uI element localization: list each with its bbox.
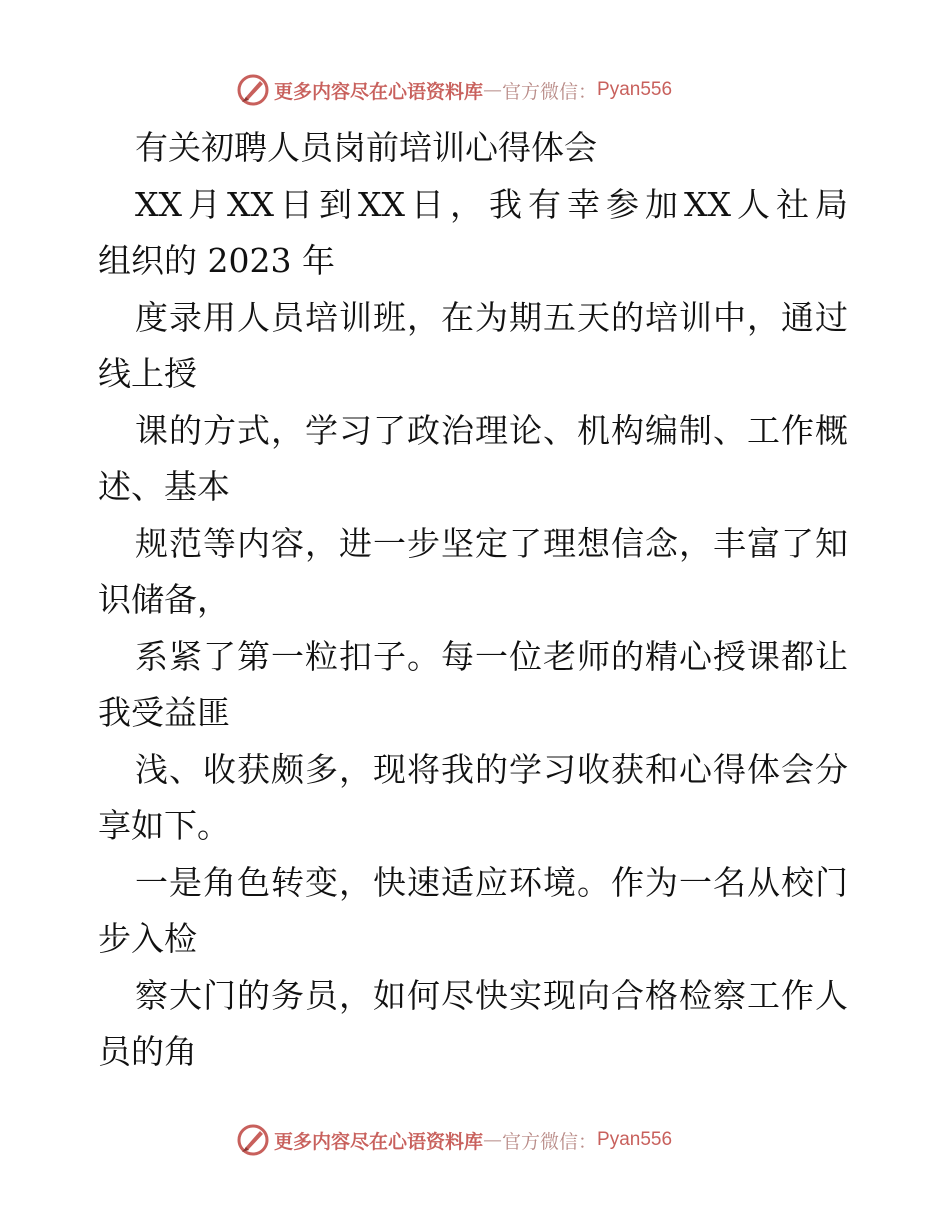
text-line: XX 月 XX 日 到 XX 日 ， 我 有 幸 参 加 XX 人 社 局	[135, 184, 848, 224]
quill-logo-icon	[236, 73, 270, 107]
text-line: 度 录 用 人 员 培 训 班 ， 在 为 期 五 天 的 培 训 中 ， 通 过	[135, 297, 848, 337]
watermark-dash: —	[483, 79, 503, 101]
text-line: 察 大 门 的 务 员 ， 如 何 尽 快 实 现 向 合 格 检 察 工 作 人	[135, 975, 848, 1015]
text-line: 述、基本	[98, 467, 230, 506]
text-line: 浅 、 收 获 颇 多 ， 现 将 我 的 学 习 收 获 和 心 得 体 会 分	[135, 749, 848, 789]
watermark-wechat-id: Pyan556	[597, 1129, 673, 1150]
text-line: 我受益匪	[98, 693, 230, 732]
header-watermark	[236, 70, 716, 110]
watermark-dash: —	[483, 1129, 503, 1151]
body-lines	[98, 177, 858, 1081]
text-line: 系 紧 了 第 一 粒 扣 子 。 每 一 位 老 师 的 精 心 授 课 都 让	[135, 636, 848, 676]
document-body	[98, 120, 858, 1081]
text-line: 组织的 2023 年	[98, 241, 335, 280]
text-line: 课 的 方 式 ， 学 习 了 政 治 理 论 、 机 构 编 制 、 工 作 概	[135, 410, 848, 450]
text-line: 步入检	[98, 919, 197, 958]
text-line: 享如下。	[98, 806, 230, 845]
text-line: 一 是 角 色 转 变 ， 快 速 适 应 环 境 。 作 为 一 名 从 校 门	[135, 862, 848, 902]
watermark-main-text: 更多内容尽在心语资料库	[274, 80, 484, 103]
text-line: 线上授	[98, 354, 197, 393]
watermark-sub-text: 官方微信：	[502, 80, 598, 103]
document-title: 有关初聘人员岗前培训心得体会	[135, 128, 597, 167]
text-line: 员的角	[98, 1032, 197, 1071]
watermark-main-text: 更多内容尽在心语资料库	[274, 1130, 484, 1153]
watermark-sub-text: 官方微信：	[502, 1130, 598, 1153]
text-line: 识储备，	[98, 580, 230, 619]
text-line: 规 范 等 内 容 ， 进 一 步 坚 定 了 理 想 信 念 ， 丰 富 了 知	[135, 523, 848, 563]
watermark-wechat-id: Pyan556	[597, 79, 673, 100]
footer-watermark	[236, 1120, 716, 1160]
quill-logo-icon	[236, 1123, 270, 1157]
